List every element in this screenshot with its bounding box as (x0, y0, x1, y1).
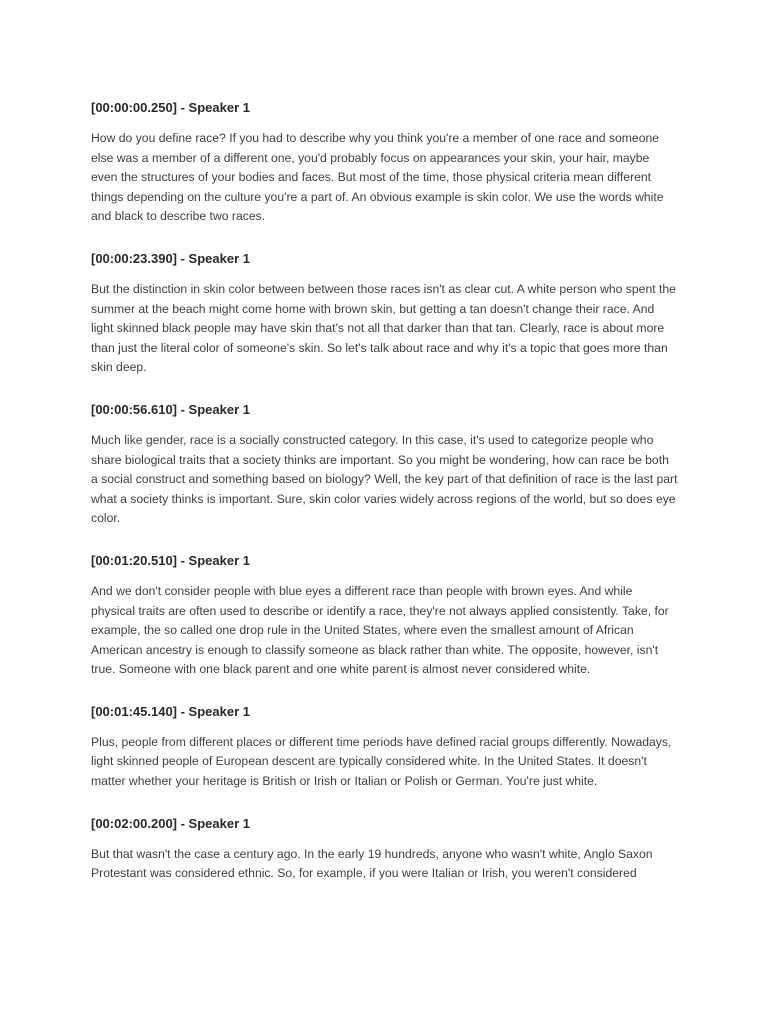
segment-text: Plus, people from different places or different time periods have defined racial groups differently. Nowadays, light skinned people of European descent are typically considered white. In the United States. It doesn't matter whether your heritage is British or Irish or Italian or Polish or German. You're just white. (91, 734, 672, 789)
segment-header: [00:00:00.250] - Speaker 1 (91, 100, 250, 115)
transcript-segment (91, 552, 678, 680)
transcript-segment (91, 250, 678, 378)
segment-header: [00:02:00.200] - Speaker 1 (91, 815, 250, 831)
segment-header: [00:00:23.390] - Speaker 1 (91, 250, 250, 266)
transcript-segment (91, 401, 678, 529)
transcript-segment (91, 703, 678, 792)
transcript-segment (91, 99, 678, 227)
segment-text: Much like gender, race is a socially constructed category. In this case, it's used to categorize people who share biological traits that a society thinks are important. So you might be wondering, how can race be both a social construct and something based on biology? Well, the key part of that definition of race is the last part what a society thinks is important. Sure, skin color varies widely across regions of the world, but so does eye color. (91, 432, 678, 526)
segment-text: And we don't consider people with blue eyes a different race than people with brown eyes. And while physical traits are often used to describe or identify a race, they're not always applied consistently. Take, for example, the so called one drop rule in the United States, where even the smallest amount of African American ancestry is enough to classify someone as black rather than white. The opposite, however, isn't true. Someone with one black parent and one white parent is almost never considered white. (91, 583, 669, 677)
segment-text: But the distinction in skin color between between those races isn't as clear cut. A white person who spent the summer at the beach might come home with brown skin, but getting a tan doesn't change their race. And light skinned black people may have skin that's not all that darker than that tan. Clearly, race is about more than just the literal color of someone's skin. So let's talk about race and why it's a topic that goes more than skin deep. (91, 281, 676, 375)
segment-header: [00:01:45.140] - Speaker 1 (91, 703, 250, 719)
segment-text: How do you define race? If you had to describe why you think you're a member of one race and someone else was a member of a different one, you'd probably focus on appearances your skin, your hair, maybe even the structures of your bodies and faces. But most of the time, those physical criteria mean different things depending on the culture you're a part of. An obvious example is skin color. We use the words white and black to describe two races. (91, 131, 664, 224)
segment-text: But that wasn't the case a century ago. In the early 19 hundreds, anyone who wasn't white, Anglo Saxon Protestant was considered ethnic. So, for example, if you were Italian or Irish, you weren't considered (91, 846, 653, 881)
segment-header: [00:01:20.510] - Speaker 1 (91, 552, 250, 568)
transcript-segment (91, 815, 678, 884)
segment-header: [00:00:56.610] - Speaker 1 (91, 401, 250, 417)
